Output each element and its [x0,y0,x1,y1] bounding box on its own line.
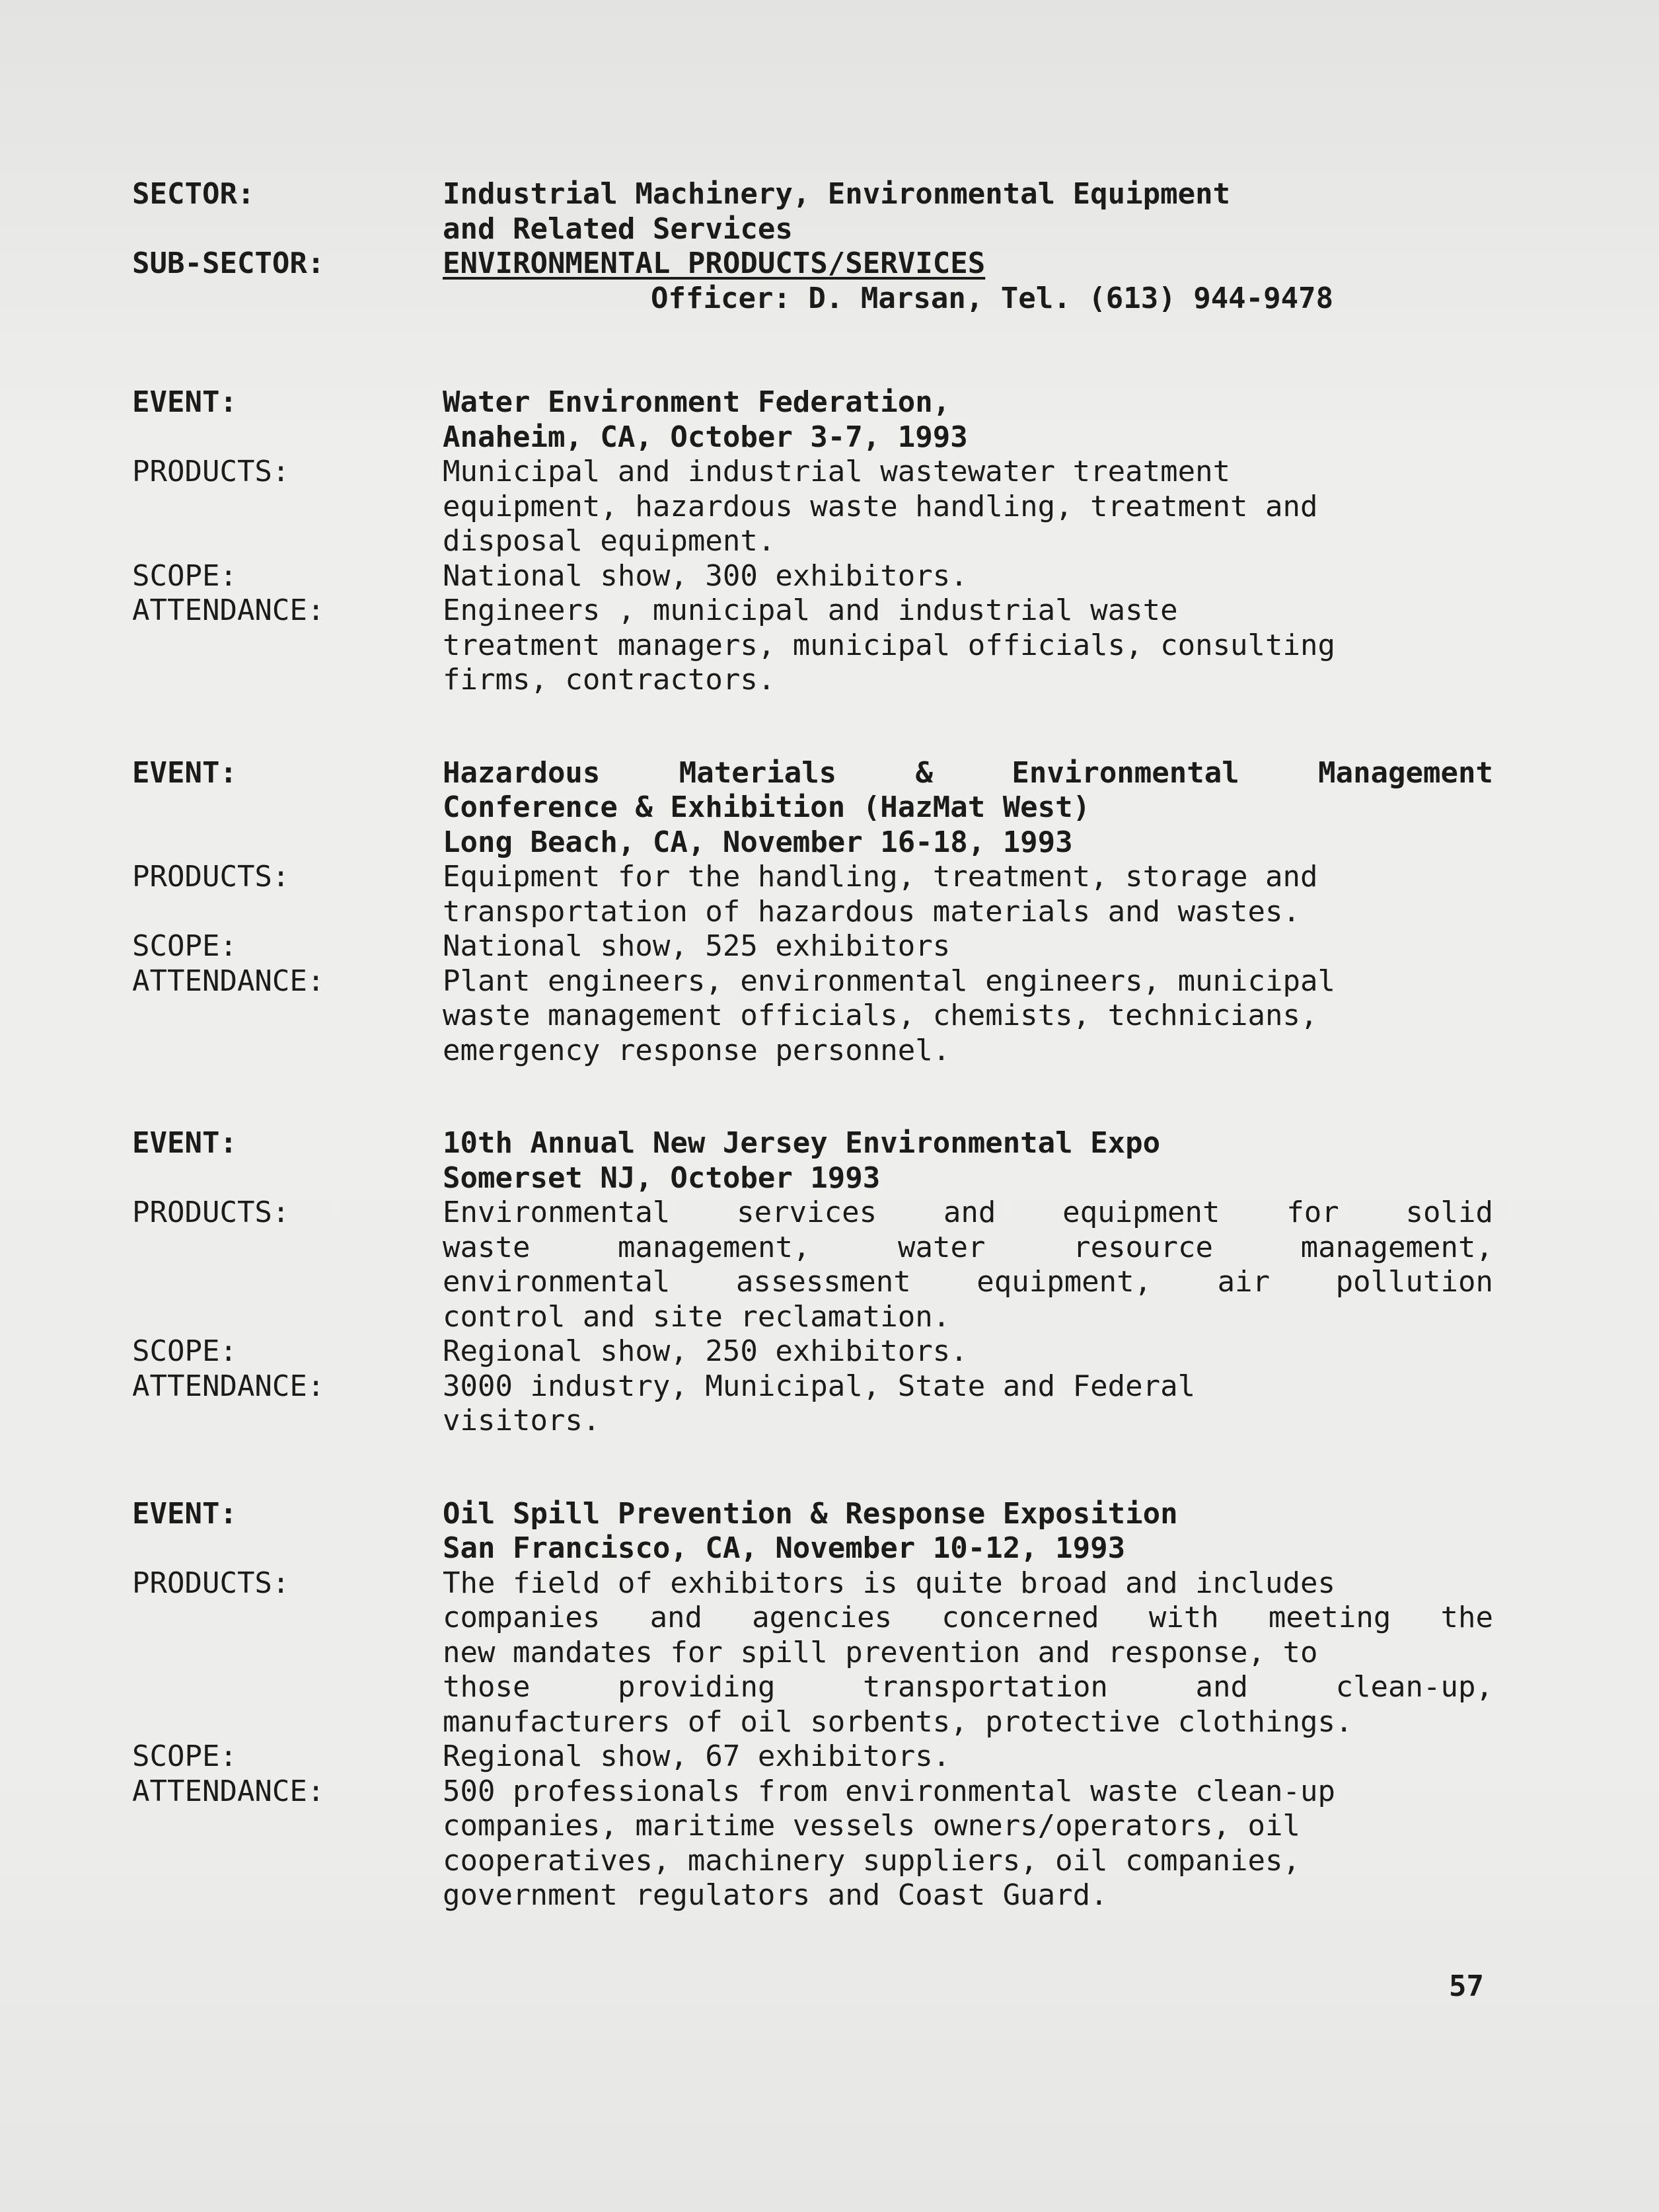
attendance-row [132,593,1493,698]
products-line: Environmental services and equipment for solid [443,1196,1493,1229]
page-number: 57 [1449,1969,1484,2003]
products-line: manufacturers of oil sorbents, protective clothings. [443,1704,1353,1739]
event-title-line: 10th Annual New Jersey Environmental Expo [443,1126,1161,1160]
products-line: waste management, water resource management, [443,1230,1493,1264]
products-value [443,455,1493,559]
attendance-line: 3000 industry, Municipal, State and Federal [443,1369,1196,1403]
event-row [132,756,1493,860]
scope-label: SCOPE: [132,929,237,963]
scope-value: National show, 300 exhibitors. [443,558,968,593]
event-block [132,1126,1493,1439]
scope-row [132,929,1493,964]
event-title [443,1126,1493,1196]
scope-row [132,1334,1493,1369]
attendance-value [443,593,1493,698]
attendance-label: ATTENDANCE: [132,964,325,998]
scope-row [132,559,1493,594]
event-title-line: Anaheim, CA, October 3-7, 1993 [443,420,968,454]
attendance-line: Plant engineers, environmental engineers, municipal [443,964,1336,998]
event-title-line: San Francisco, CA, November 10-12, 1993 [443,1531,1126,1565]
products-value [443,860,1493,929]
attendance-value [443,1369,1493,1439]
scope-row [132,1739,1493,1774]
event-title-line: Long Beach, CA, November 16-18, 1993 [443,825,1073,859]
document-body [132,177,1493,1913]
event-label: EVENT: [132,385,237,419]
products-value [443,1566,1493,1740]
products-line: environmental assessment equipment, air pollution [443,1265,1493,1299]
event-row [132,1126,1493,1196]
products-line: new mandates for spill prevention and response, to [443,1635,1318,1669]
event-label: EVENT: [132,1496,237,1531]
officer-contact: Officer: D. Marsan, Tel. (613) 944-9478 [651,281,1334,315]
products-label: PRODUCTS: [132,1566,290,1600]
attendance-row [132,964,1493,1069]
products-line: Municipal and industrial wastewater treatment [443,455,1231,488]
attendance-line: Engineers , municipal and industrial waste [443,593,1178,627]
scope-value: National show, 525 exhibitors [443,929,951,963]
event-block [132,756,1493,1069]
products-row [132,1566,1493,1740]
attendance-row [132,1369,1493,1439]
products-label: PRODUCTS: [132,860,290,894]
scope-label: SCOPE: [132,1334,237,1368]
event-row [132,1497,1493,1566]
products-line: The field of exhibitors is quite broad and includes [443,1566,1336,1600]
products-line: Equipment for the handling, treatment, storage and [443,860,1318,894]
event-title [443,756,1493,860]
attendance-row [132,1774,1493,1913]
scope-label: SCOPE: [132,558,237,593]
attendance-value [443,964,1493,1069]
products-row [132,455,1493,559]
attendance-line: 500 professionals from environmental waste clean-up [443,1774,1336,1808]
attendance-line: treatment managers, municipal officials, consulting [443,628,1336,662]
event-title-line: Hazardous Materials & Environmental Management [443,755,1493,790]
products-label: PRODUCTS: [132,1196,290,1229]
scope-value: Regional show, 250 exhibitors. [443,1334,968,1368]
subsector-row [132,247,1493,282]
subsector-label: SUB-SECTOR: [132,247,325,280]
attendance-line: companies, maritime vessels owners/operators, oil [443,1809,1301,1843]
event-label: EVENT: [132,1126,237,1160]
event-label: EVENT: [132,755,237,790]
event-title [443,385,1493,455]
attendance-line: waste management officials, chemists, technicians, [443,999,1318,1032]
sector-row [132,177,1493,247]
products-line: transportation of hazardous materials and wastes. [443,894,1301,929]
event-title-line: Oil Spill Prevention & Response Exposition [443,1496,1178,1531]
scope-value: Regional show, 67 exhibitors. [443,1739,951,1773]
attendance-label: ATTENDANCE: [132,593,325,627]
products-line: companies and agencies concerned with meeting the [443,1601,1493,1634]
products-line: disposal equipment. [443,524,776,558]
products-line: those providing transportation and clean-up, [443,1670,1493,1704]
sector-value [443,177,1493,247]
products-line: equipment, hazardous waste handling, treatment and [443,489,1318,523]
event-title-line: Water Environment Federation, [443,385,951,419]
scope-label: SCOPE: [132,1739,237,1773]
sector-line: Industrial Machinery, Environmental Equipment [443,177,1231,211]
products-row [132,1196,1493,1334]
products-line: control and site reclamation. [443,1299,951,1334]
attendance-label: ATTENDANCE: [132,1369,325,1403]
products-row [132,860,1493,929]
products-label: PRODUCTS: [132,455,290,488]
subsector-value: ENVIRONMENTAL PRODUCTS/SERVICES [443,247,986,280]
event-block [132,385,1493,698]
sector-label: SECTOR: [132,177,255,211]
event-title-line: Conference & Exhibition (HazMat West) [443,790,1091,824]
event-title [443,1497,1493,1566]
event-row [132,385,1493,455]
attendance-line: emergency response personnel. [443,1033,951,1067]
sector-line: and Related Services [443,211,793,246]
event-title-line: Somerset NJ, October 1993 [443,1161,881,1195]
attendance-value [443,1774,1493,1913]
attendance-line: visitors. [443,1404,601,1437]
attendance-line: government regulators and Coast Guard. [443,1878,1108,1912]
attendance-label: ATTENDANCE: [132,1774,325,1808]
attendance-line: firms, contractors. [443,663,776,697]
products-value [443,1196,1493,1334]
attendance-line: cooperatives, machinery suppliers, oil companies, [443,1843,1301,1878]
event-block [132,1497,1493,1913]
